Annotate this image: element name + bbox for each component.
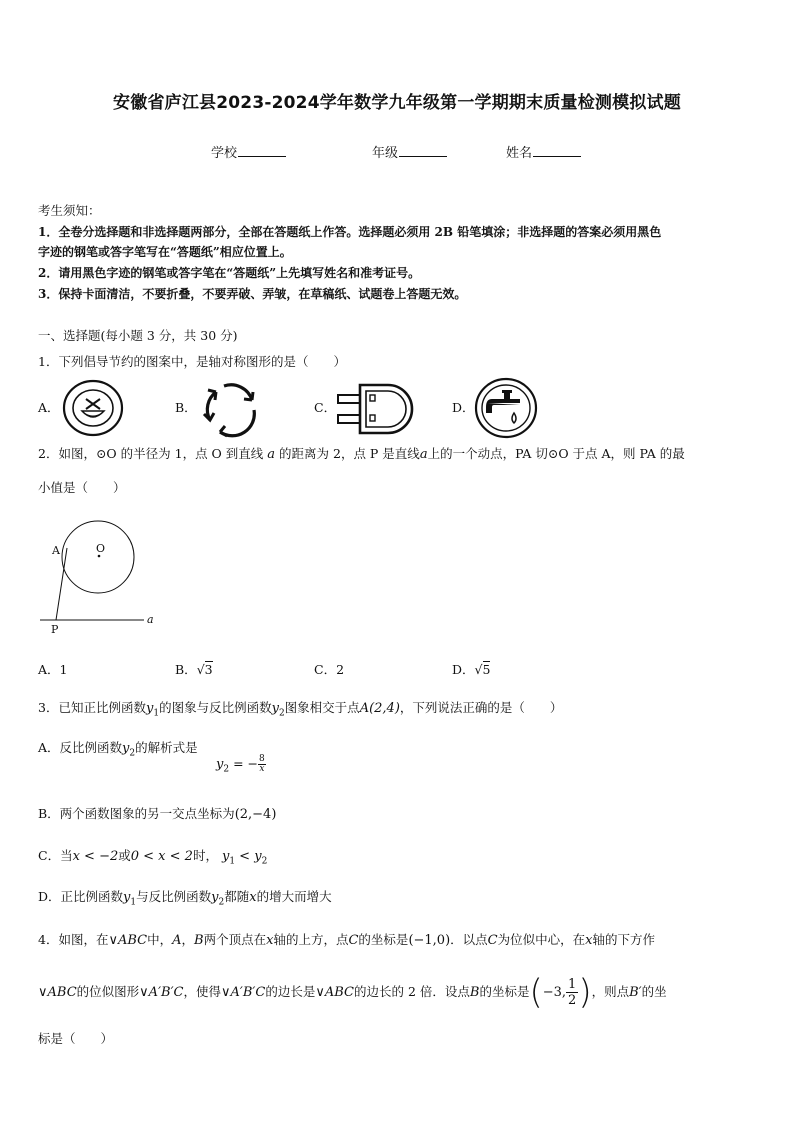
q4-l2-coord-x: −3, — [542, 985, 567, 1000]
q3-option-a-text: A．反比例函数 — [38, 740, 123, 755]
q4-t9: 轴的下方作 — [592, 932, 655, 947]
q4-l2-t2: ，使得 — [183, 984, 221, 999]
q4-line3: 标是（ ） — [38, 1031, 114, 1046]
q2-var-a: a — [267, 447, 276, 462]
q3-y1-sub: 1 — [153, 708, 160, 719]
q2-fig-label-line-a: a — [147, 613, 154, 626]
q2-option-b-value: 3 — [204, 662, 213, 677]
q2-option-c-label: C． — [314, 662, 337, 677]
q3-option-a-y-sub: 2 — [129, 748, 136, 759]
q3-stem-a: 3．已知正比例函数 — [38, 700, 146, 715]
q4-l2-tri2: ∨A′B′C — [139, 985, 184, 1000]
q4-l2-fraction — [566, 977, 578, 1008]
q2-stem-line2: 小值是（ ） — [38, 480, 126, 495]
q2-var-a2: a — [419, 447, 428, 462]
q4-l2-tri3: ∨A′B′C — [221, 985, 266, 1000]
q3-option-c-y2-sub: 2 — [261, 856, 268, 867]
q4-l2-t5: 的坐标是 — [479, 984, 530, 999]
q3-option-c[interactable] — [38, 846, 267, 872]
q4-l2-t3: 的边长是 — [265, 984, 316, 999]
q3-stem-c: 图象相交于点 — [284, 700, 360, 715]
q4-l2-tri1: ∨ABC — [38, 985, 77, 1000]
q1-option-c-plug-icon[interactable] — [336, 381, 416, 437]
q4-l2-t7: 的坐 — [641, 984, 667, 999]
q3-option-d-text4: 的增大而增大 — [256, 889, 332, 904]
q4-l2-b-prime: B′ — [629, 985, 642, 1000]
q3-frac-num: 8 — [259, 754, 265, 764]
q2-option-a-label: A． — [38, 662, 60, 677]
notice-heading: 考生须知： — [38, 203, 101, 218]
q2-stem-b: 的距离为 2，点 P 是直线 — [279, 446, 420, 461]
q3-option-c-text: C．当 — [38, 848, 73, 863]
q4-t6: 的坐标是 — [358, 932, 409, 947]
q4-t3: ， — [181, 932, 195, 947]
q3-option-b-point: (2,−4) — [234, 807, 277, 822]
q4-c2: C — [487, 933, 498, 948]
grade-field[interactable] — [372, 142, 447, 161]
q4-line2 — [38, 972, 667, 1012]
q3-formula-y: y — [216, 757, 224, 772]
q3-option-d-y2-sub: 2 — [218, 897, 225, 908]
q3-point: A(2,4) — [359, 701, 400, 716]
q3-option-a-text2: 的解析式是 — [135, 740, 198, 755]
name-label: 姓名 — [506, 146, 533, 161]
q2-option-a-value: 1 — [59, 662, 68, 677]
school-field[interactable] — [211, 142, 286, 161]
q3-option-c-y1-sub: 1 — [229, 856, 236, 867]
q4-t4: 两个顶点在 — [203, 932, 267, 947]
q3-option-c-ineq1: x < −2 — [72, 849, 119, 864]
page-title: 安徽省庐江县2023-2024学年数学九年级第一学期期末质量检测模拟试题 — [113, 93, 681, 113]
q2-stem-a: 2．如图，⊙O 的半径为 1，点 O 到直线 — [38, 446, 264, 461]
q4-a: A — [172, 933, 182, 948]
q2-fig-label-o: O — [96, 542, 106, 555]
section-heading: 一、选择题(每小题 3 分，共 30 分) — [38, 328, 238, 343]
q3-stem — [38, 698, 562, 724]
notice-item1-line2: 字迹的钢笔或答字笔写在“答题纸”相应位置上。 — [38, 245, 292, 259]
q2-stem-line1 — [38, 444, 685, 465]
q3-option-d-text3: 都随 — [224, 889, 250, 904]
q3-option-c-text2: 时， — [192, 848, 218, 863]
q3-option-d[interactable] — [38, 887, 332, 913]
grade-blank[interactable] — [399, 144, 447, 157]
q2-fig-label-a: A — [52, 544, 60, 557]
sqrt-icon: √ — [474, 662, 483, 677]
q3-option-d-y1-sub: 1 — [130, 897, 137, 908]
q3-option-a[interactable] — [38, 738, 198, 764]
q3-frac-den: x — [259, 764, 265, 774]
q1-option-d-label: D． — [452, 400, 475, 415]
q3-option-b-text: B．两个函数图象的另一交点坐标为 — [38, 806, 235, 821]
school-label: 学校 — [211, 146, 238, 161]
q3-option-c-lt: < y — [235, 849, 262, 864]
sqrt-icon: √ — [196, 662, 205, 677]
q4-t5: 轴的上方，点 — [273, 932, 349, 947]
notice-item1-line1: 1．全卷分选择题和非选择题两部分，全部在答题纸上作答。选择题必须用 2B 铅笔填涂；非选择题的答案必须用黑色 — [38, 225, 662, 239]
q4-l2-t6: ，则点 — [591, 984, 630, 999]
q1-option-d-faucet-icon[interactable] — [474, 377, 538, 439]
notice-item2: 2．请用黑色字迹的钢笔或答字笔在“答题纸”上先填写姓名和准考证号。 — [38, 266, 421, 280]
school-blank[interactable] — [238, 144, 286, 157]
name-blank[interactable] — [533, 144, 581, 157]
q4-line1 — [38, 930, 655, 951]
q3-y2: y — [271, 701, 279, 716]
q4-l2-b: B — [469, 985, 480, 1000]
q4-b: B — [194, 933, 204, 948]
q4-t2: 中， — [147, 932, 173, 947]
q3-option-b[interactable] — [38, 804, 276, 825]
q2-option-c-value: 2 — [336, 662, 345, 677]
q4-coord-c: (−1,0) — [408, 933, 451, 948]
q3-formula-eq: = − — [229, 756, 258, 771]
q4-c: C — [348, 933, 359, 948]
notice-item3: 3．保持卡面清洁，不要折叠，不要弄破、弄皱，在草稿纸、试题卷上答题无效。 — [38, 287, 467, 301]
q3-option-a-formula — [216, 754, 266, 780]
q4-x1: x — [266, 933, 274, 948]
q1-option-b-recycle-icon[interactable] — [196, 380, 262, 438]
q2-stem-c: 上的一个动点，PA 切⊙O 于点 A，则 PA 的最 — [427, 446, 685, 461]
q2-option-d-label: D． — [452, 662, 475, 677]
q1-option-a-emblem-icon[interactable] — [62, 379, 124, 437]
q1-option-a-label: A． — [38, 400, 60, 415]
q3-y1: y — [145, 701, 154, 716]
q3-option-c-ineq2: 0 < x < 2 — [130, 849, 193, 864]
q2-option-b-label: B． — [175, 662, 197, 677]
q3-option-d-x: x — [249, 890, 257, 905]
q4-tri1: ∨ABC — [108, 933, 148, 948]
q2-figure — [40, 512, 164, 640]
q3-option-c-or: 或 — [118, 848, 131, 863]
q2-option-c[interactable] — [314, 660, 344, 680]
q4-l2-tri4: ∨ABC — [315, 985, 354, 1000]
q4-t7: ．以点 — [450, 932, 488, 947]
name-field[interactable] — [506, 142, 581, 161]
q3-y2-sub: 2 — [278, 708, 285, 719]
q2-option-b[interactable] — [175, 660, 213, 680]
q4-l2-frac-den: 2 — [568, 993, 577, 1008]
q1-option-b-label: B． — [175, 400, 197, 415]
q1-option-c-label: C． — [314, 400, 337, 415]
q2-option-d[interactable] — [452, 660, 490, 680]
q1-stem: 1．下列倡导节约的图案中，是轴对称图形的是（ ） — [38, 354, 346, 369]
q3-stem-d: ，下列说法正确的是（ ） — [399, 700, 563, 715]
q4-l2-t1: 的位似图形 — [76, 984, 140, 999]
q3-formula-fraction — [258, 755, 266, 774]
q4-t1: 4．如图，在 — [38, 932, 109, 947]
q4-x2: x — [585, 933, 593, 948]
q3-option-d-text: D．正比例函数 — [38, 889, 124, 904]
q3-formula-sub: 2 — [223, 764, 230, 775]
right-paren-icon: ) — [578, 972, 592, 1013]
q3-option-c-y1: y — [221, 849, 230, 864]
q3-option-a-y: y — [122, 741, 130, 756]
q2-option-a[interactable] — [38, 660, 67, 680]
q3-option-d-text2: 与反比例函数 — [136, 889, 212, 904]
q3-stem-b: 的图象与反比例函数 — [159, 700, 272, 715]
grade-label: 年级 — [372, 146, 399, 161]
q4-l2-frac-num: 1 — [568, 977, 577, 992]
q2-fig-label-p: P — [51, 623, 59, 636]
q4-l2-t4: 的边长的 2 倍．设点 — [353, 984, 470, 999]
q3-option-d-y2: y — [211, 890, 219, 905]
q2-option-d-value: 5 — [482, 662, 491, 677]
q4-t8: 为位似中心，在 — [497, 932, 586, 947]
left-paren-icon: ( — [529, 972, 543, 1013]
q3-option-d-y1: y — [123, 890, 131, 905]
